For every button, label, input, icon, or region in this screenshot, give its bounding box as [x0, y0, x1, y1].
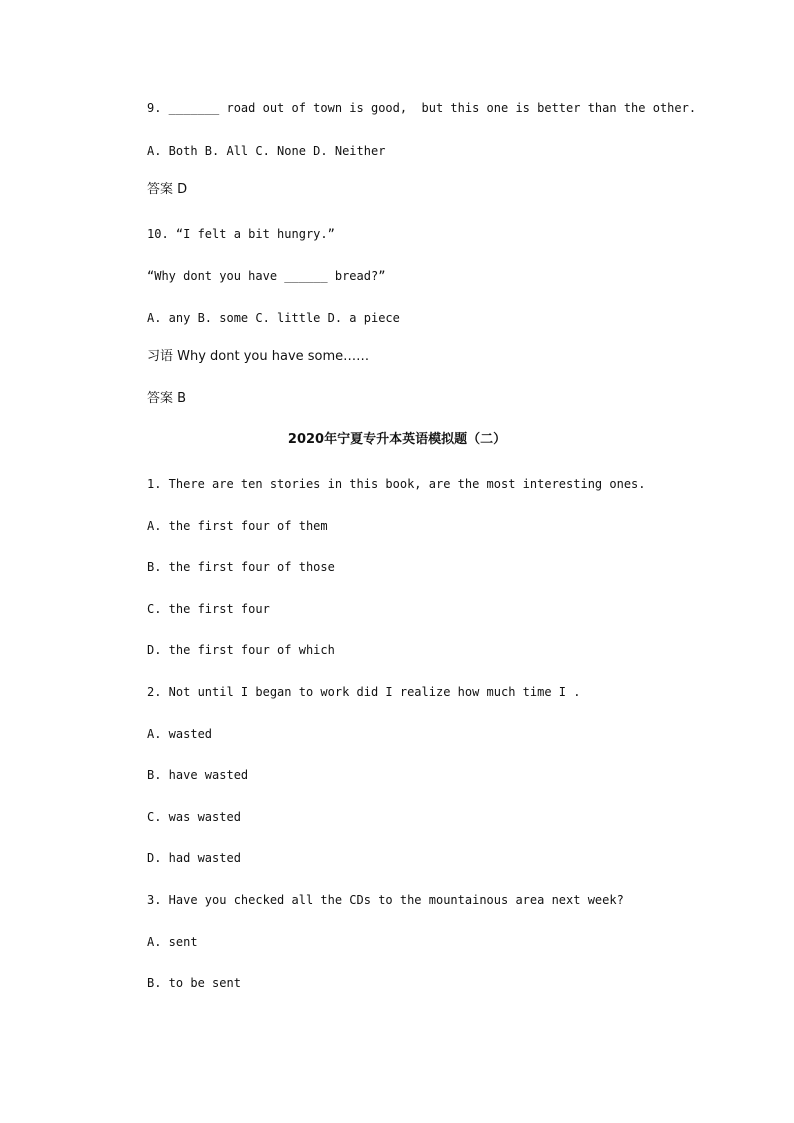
option-2d: D. had wasted [147, 851, 241, 865]
option-1b: B. the first four of those [147, 560, 335, 574]
question-10-prompt: “Why dont you have ______ bread?” [147, 269, 386, 283]
question-10: 10. “I felt a bit hungry.” [147, 227, 335, 241]
option-2a: A. wasted [147, 727, 213, 741]
option-3b: B. to be sent [147, 976, 241, 990]
question-9: 9. _______ road out of town is good, but this one is better than the other. [147, 101, 697, 115]
option-1a: A. the first four of them [147, 519, 328, 533]
question-2: 2. Not until I began to work did I realize how much time I . [147, 685, 581, 699]
option-2c: C. was wasted [147, 810, 241, 824]
question-9-options: A. Both B. All C. None D. Neither [147, 144, 386, 158]
question-10-options: A. any B. some C. little D. a piece [147, 311, 400, 325]
idiom-note: 习语 Why dont you have some…… [147, 349, 370, 364]
answer-9: 答案 D [147, 182, 188, 197]
answer-10: 答案 B [147, 391, 187, 406]
option-2b: B. have wasted [147, 768, 249, 782]
question-1: 1. There are ten stories in this book, are the most interesting ones. [147, 477, 646, 491]
option-1d: D. the first four of which [147, 643, 335, 657]
section-title: 2020年宁夏专升本英语模拟题（二） [287, 432, 507, 447]
option-1c: C. the first four [147, 602, 270, 616]
question-3: 3. Have you checked all the CDs to the mountainous area next week? [147, 893, 624, 907]
option-3a: A. sent [147, 935, 198, 949]
